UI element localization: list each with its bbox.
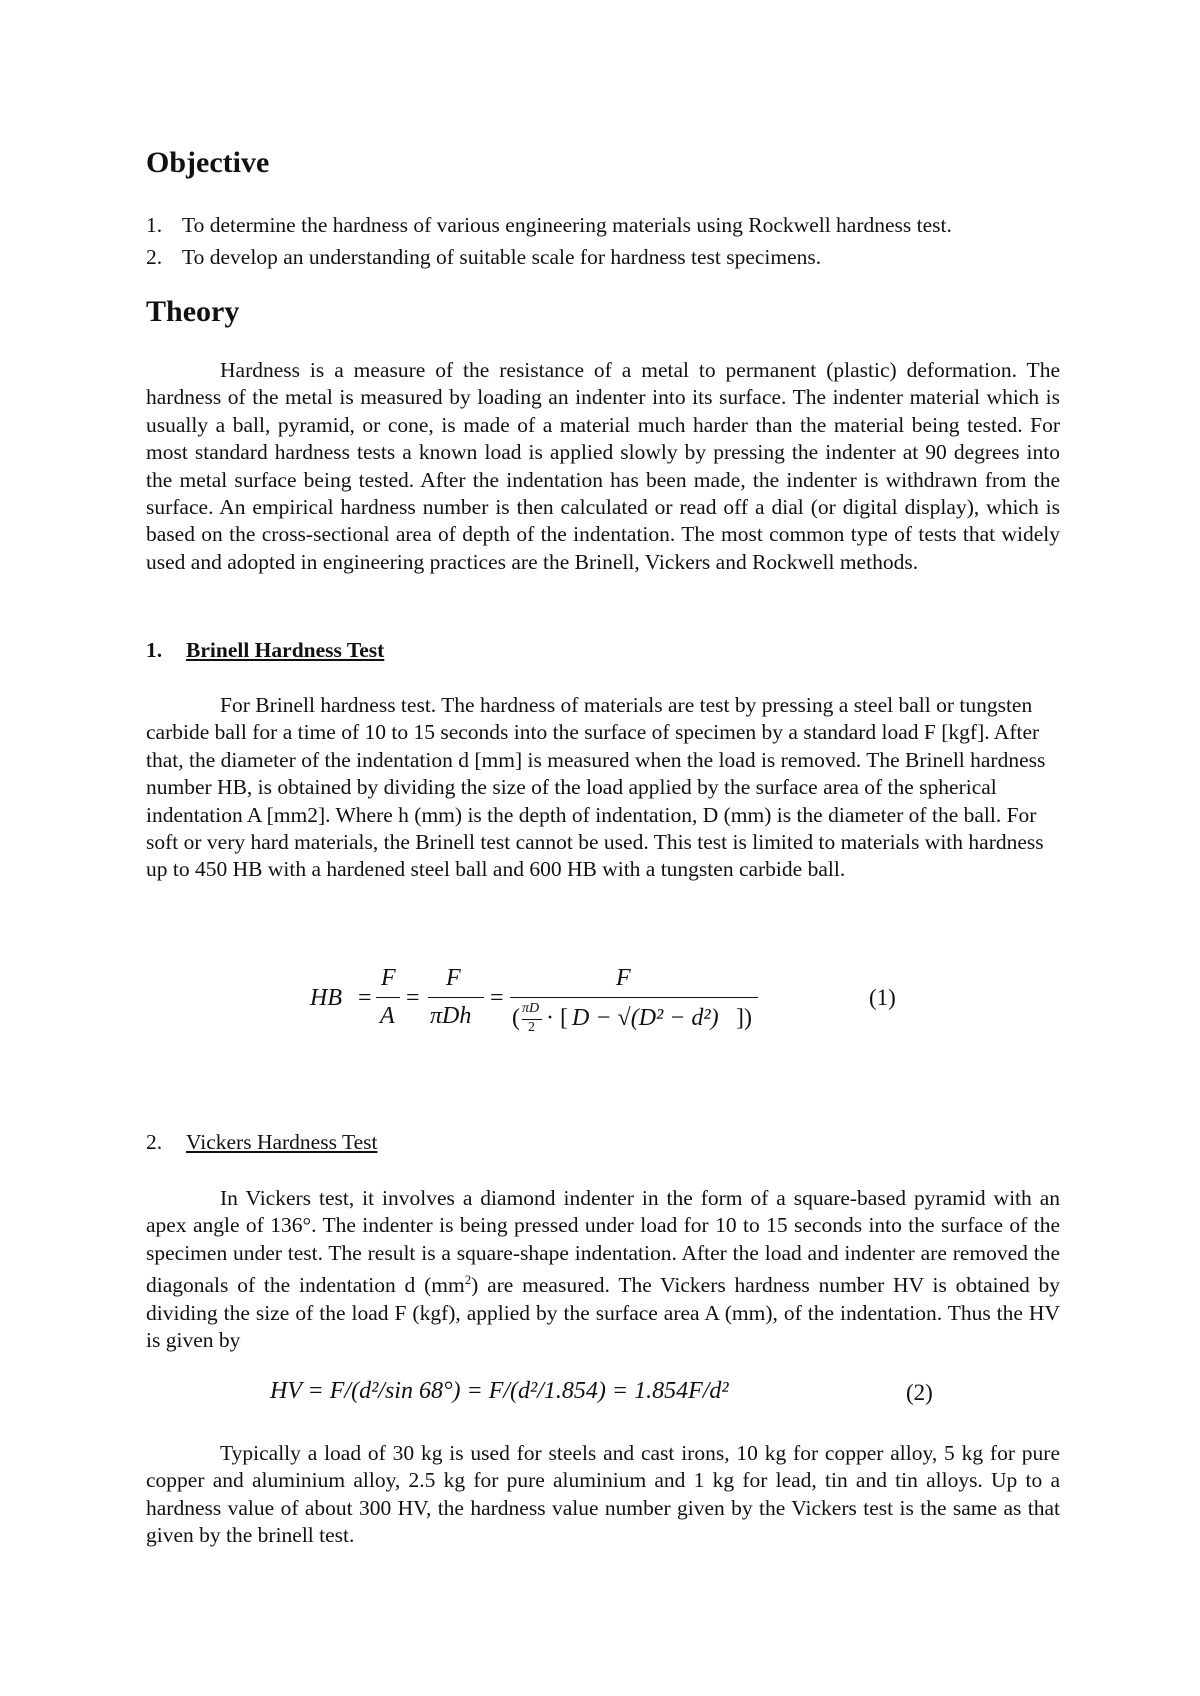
eq1-equals-2: =	[406, 985, 420, 1011]
vickers-equation-number: (2)	[906, 1380, 933, 1405]
objective-item-1	[146, 213, 952, 238]
vickers-subheading	[146, 1130, 377, 1155]
objective-item-2-number: 2.	[146, 245, 163, 269]
eq1-f-2: F	[446, 965, 461, 991]
vickers-body-after: ) are measured. The Vickers hardness number HV is obtained by dividing the size of the load F (kgf), applied by the surface area A (mm), of the indentation. Thus the HV is given by	[146, 1273, 1060, 1353]
eq1-pidh: πDh	[430, 1003, 472, 1029]
eq1-fraction-bar-2	[428, 997, 484, 998]
eq1-a: A	[380, 1003, 395, 1029]
theory-intro-paragraph: Hardness is a measure of the resistance of a metal to permanent (plastic) deformation. The hardness of the metal is measured by loading an indenter into its surface. The indenter material which is usually a ball, pyramid, or cone, is made of a material much harder than the material being tested. For most standard hardness tests a known load is applied slowly by pressing the indenter at 90 degrees into the metal surface being tested. After the indentation has been made, the indenter is withdrawn from the surface. An empirical hardness number is then calculated or read off a dial (or digital display), which is based on the cross-sectional area of depth of the indentation. The most common type of tests that widely used and adopted in engineering practices are the Brinell, Vickers and Rockwell methods.	[146, 358, 1060, 574]
objective-item-1-text: To determine the hardness of various engineering materials using Rockwell hardness test.	[182, 213, 952, 237]
eq1-equals-1: =	[358, 985, 372, 1011]
vickers-body-sup: 2	[464, 1273, 472, 1288]
eq1-number: (1)	[869, 985, 896, 1010]
objective-item-1-number: 1.	[146, 213, 163, 237]
eq1-fraction-bar-1	[376, 997, 400, 998]
eq1-dot: ·	[546, 1005, 554, 1031]
brinell-subheading	[146, 638, 384, 663]
vickers-paragraph	[146, 1185, 1060, 1355]
brinell-number: 1.	[146, 638, 163, 662]
brinell-equation	[310, 965, 780, 1045]
objective-item-2	[146, 245, 821, 270]
eq1-fraction-bar-3	[510, 997, 758, 998]
brinell-paragraph: For Brinell hardness test. The hardness of materials are test by pressing a steel ball or tungsten carbide ball for a time of 10 to 15 seconds into the surface of specimen by a standard load F [kgf]. After that, the diameter of the indentation d [mm] is measured when the load is removed. The Brinell hardness number HB, is obtained by dividing the size of the load applied by the surface area of the spherical indentation A [mm2]. Where h (mm) is the depth of indentation, D (mm) is the diameter of the ball. For soft or very hard materials, the Brinell test cannot be used. This test is limited to materials with hardness up to 450 HB with a hardened steel ball and 600 HB with a tungsten carbide ball.	[146, 693, 1046, 882]
eq1-lhs: HB	[310, 985, 342, 1011]
eq1-two: 2	[528, 1020, 535, 1035]
brinell-title: Brinell Hardness Test	[186, 638, 385, 662]
objective-item-2-text: To develop an understanding of suitable scale for hardness test specimens.	[182, 245, 822, 269]
eq1-equals-3: =	[490, 985, 504, 1011]
vickers-number: 2.	[146, 1130, 163, 1154]
theory-heading: Theory	[146, 295, 240, 328]
eq1-bracket-close: ])	[736, 1005, 752, 1031]
objective-heading: Objective	[146, 146, 270, 179]
eq1-pid: πD	[522, 1001, 540, 1016]
eq1-bracket-content: D − √(D² − d²)	[572, 1005, 719, 1031]
vickers-body-before: In Vickers test, it involves a diamond indenter in the form of a square-based pyramid with an apex angle of 136°. The indenter is being pressed under load for 10 to 15 seconds into the surface of the specimen under test. The result is a square-shape indentation. After the load and indenter are removed the diagonals of the indentation d (mm	[146, 1186, 1060, 1298]
vickers-closing-paragraph: Typically a load of 30 kg is used for steels and cast irons, 10 kg for copper alloy, 5 kg for pure copper and aluminium alloy, 2.5 kg for pure aluminium and 1 kg for lead, tin and tin alloys. Up to a hardness value of about 300 HV, the hardness value number given by the Vickers test is the same as that given by the brinell test.	[146, 1441, 1060, 1548]
eq1-f-1: F	[381, 965, 396, 991]
eq1-bracket: [	[560, 1005, 568, 1031]
eq1-f-3: F	[616, 965, 631, 991]
vickers-title: Vickers Hardness Test	[186, 1130, 378, 1154]
vickers-equation: HV = F/(d²/sin 68°) = F/(d²/1.854) = 1.854F/d²	[270, 1378, 729, 1404]
eq1-open-paren: (	[512, 1005, 520, 1031]
